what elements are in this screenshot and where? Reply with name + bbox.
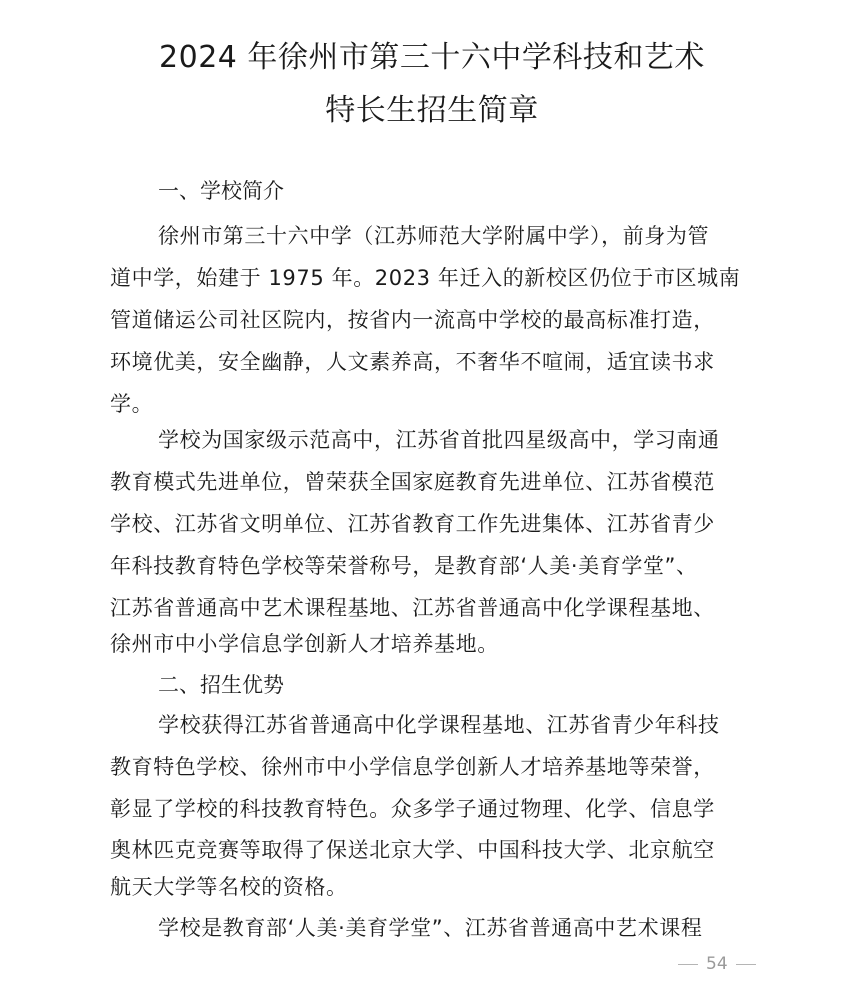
page-number-footer — [670, 952, 764, 976]
paragraph-line: 航天大学等名校的资格。 — [110, 875, 348, 899]
document-title-line-2: 特长生招生简章 — [325, 93, 539, 128]
paragraph-line: 彰显了学校的科技教育特色。众多学子通过物理、化学、信息学 — [110, 797, 715, 821]
section-heading-school-intro: 一、学校简介 — [158, 179, 284, 203]
paragraph-line: 教育模式先进单位，曾荣获全国家庭教育先进单位、江苏省模范 — [110, 470, 715, 494]
footer-dash-left — [678, 964, 698, 965]
footer-dash-right — [736, 964, 756, 965]
paragraph-line: 学校为国家级示范高中，江苏省首批四星级高中，学习南通 — [158, 428, 720, 452]
paragraph-line: 教育特色学校、徐州市中小学信息学创新人才培养基地等荣誉， — [110, 755, 715, 779]
section-heading-admission-advantages: 二、招生优势 — [158, 673, 284, 697]
paragraph-line: 徐州市中小学信息学创新人才培养基地。 — [110, 632, 499, 656]
page-number: 54 — [706, 954, 728, 974]
paragraph-line: 江苏省普通高中艺术课程基地、江苏省普通高中化学课程基地、 — [110, 596, 715, 620]
paragraph-line: 管道储运公司社区院内，按省内一流高中学校的最高标准打造， — [110, 308, 715, 332]
paragraph-line: 学。 — [110, 392, 154, 416]
paragraph-line: 奥林匹克竞赛等取得了保送北京大学、中国科技大学、北京航空 — [110, 838, 715, 862]
paragraph-line: 年科技教育特色学校等荣誉称号，是教育部‘人美·美育学堂”、 — [110, 554, 698, 578]
paragraph-line: 环境优美，安全幽静，人文素养高，不奢华不喧闹，适宜读书求 — [110, 350, 715, 374]
paragraph-line: 学校获得江苏省普通高中化学课程基地、江苏省青少年科技 — [158, 713, 720, 737]
paragraph-line: 学校、江苏省文明单位、江苏省教育工作先进集体、江苏省青少 — [110, 512, 715, 536]
paragraph-line: 学校是教育部‘人美·美育学堂”、江苏省普通高中艺术课程 — [158, 916, 703, 940]
document-title-line-1: 2024 年徐州市第三十六中学科技和艺术 — [159, 40, 705, 75]
paragraph-line: 徐州市第三十六中学（江苏师范大学附属中学），前身为管 — [158, 224, 710, 248]
paragraph-line: 道中学，始建于 1975 年。2023 年迁入的新校区仍位于市区城南 — [110, 266, 741, 290]
